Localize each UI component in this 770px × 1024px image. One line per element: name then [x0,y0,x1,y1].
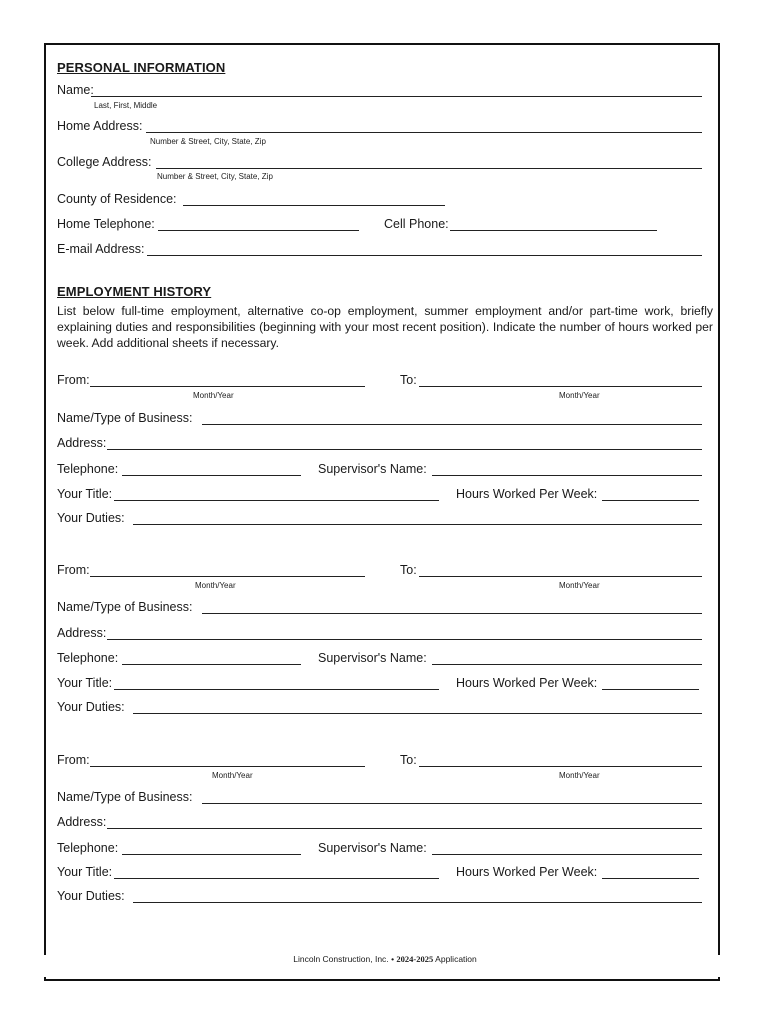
title-label: Your Title: [57,865,113,879]
county-field[interactable] [183,205,445,206]
supervisor-label: Supervisor's Name: [318,841,427,855]
footer-year: 2024-2025 [396,954,434,964]
duties-label: Your Duties: [57,889,125,903]
business-field[interactable] [202,803,702,804]
telephone-field[interactable] [122,854,301,855]
hours-label: Hours Worked Per Week: [456,487,598,501]
college-address-field[interactable] [156,168,702,169]
duties-field[interactable] [133,902,702,903]
address-field[interactable] [107,828,702,829]
college-address-label: College Address: [57,155,152,169]
email-field[interactable] [147,255,702,256]
from-label: From: [57,373,90,387]
hours-label: Hours Worked Per Week: [456,865,598,879]
address-label: Address: [57,626,107,640]
business-label: Name/Type of Business: [57,600,193,614]
home-address-label: Home Address: [57,119,143,133]
hours-field[interactable] [602,500,699,501]
employment-instructions: List below full-time employment, alternative co-op employment, summer employment and/or part-time work, briefly explaining duties and responsibilities (beginning with your most recent position). Indicate the number of hours worked per week. Add additional sheets if necessary. [57,304,713,350]
business-label: Name/Type of Business: [57,790,193,804]
business-label: Name/Type of Business: [57,411,193,425]
duties-field[interactable] [133,713,702,714]
title-label: Your Title: [57,676,113,690]
address-label: Address: [57,436,107,450]
from-date-field[interactable] [90,766,365,767]
address-field[interactable] [107,449,702,450]
to-date-field[interactable] [419,386,702,387]
to-month-year-hint: Month/Year [559,771,600,780]
to-label: To: [400,373,417,387]
from-date-field[interactable] [90,386,365,387]
college-address-hint: Number & Street, City, State, Zip [157,172,273,181]
footer-bullet: • [391,954,395,964]
duties-label: Your Duties: [57,700,125,714]
cell-phone-field[interactable] [450,230,657,231]
telephone-field[interactable] [122,475,301,476]
business-field[interactable] [202,424,702,425]
to-date-field[interactable] [419,576,702,577]
address-field[interactable] [107,639,702,640]
footer-application: Application [435,954,477,964]
telephone-label: Telephone: [57,651,119,665]
page-footer [0,954,770,964]
home-telephone-field[interactable] [158,230,359,231]
from-month-year-hint: Month/Year [195,581,236,590]
address-label: Address: [57,815,107,829]
to-date-field[interactable] [419,766,702,767]
title-label: Your Title: [57,487,113,501]
name-field[interactable] [91,96,702,97]
home-telephone-label: Home Telephone: [57,217,155,231]
to-month-year-hint: Month/Year [559,391,600,400]
from-label: From: [57,563,90,577]
to-label: To: [400,753,417,767]
footer-company: Lincoln Construction, Inc. [293,954,389,964]
telephone-label: Telephone: [57,841,119,855]
from-date-field[interactable] [90,576,365,577]
employment-history-heading: EMPLOYMENT HISTORY [57,284,212,299]
email-label: E-mail Address: [57,242,145,256]
supervisor-field[interactable] [432,854,702,855]
hours-field[interactable] [602,878,699,879]
hours-label: Hours Worked Per Week: [456,676,598,690]
supervisor-field[interactable] [432,475,702,476]
county-label: County of Residence: [57,192,177,206]
duties-label: Your Duties: [57,511,125,525]
supervisor-field[interactable] [432,664,702,665]
name-field-hint: Last, First, Middle [94,101,158,110]
supervisor-label: Supervisor's Name: [318,651,427,665]
title-field[interactable] [114,500,439,501]
home-address-field[interactable] [146,132,702,133]
telephone-field[interactable] [122,664,301,665]
hours-field[interactable] [602,689,699,690]
supervisor-label: Supervisor's Name: [318,462,427,476]
from-month-year-hint: Month/Year [193,391,234,400]
from-month-year-hint: Month/Year [212,771,253,780]
personal-information-heading: PERSONAL INFORMATION [57,60,226,75]
title-field[interactable] [114,878,439,879]
telephone-label: Telephone: [57,462,119,476]
home-address-hint: Number & Street, City, State, Zip [150,137,266,146]
cell-phone-label: Cell Phone: [384,217,449,231]
name-label: Name: [57,83,94,97]
business-field[interactable] [202,613,702,614]
from-label: From: [57,753,90,767]
duties-field[interactable] [133,524,702,525]
title-field[interactable] [114,689,439,690]
to-label: To: [400,563,417,577]
to-month-year-hint: Month/Year [559,581,600,590]
